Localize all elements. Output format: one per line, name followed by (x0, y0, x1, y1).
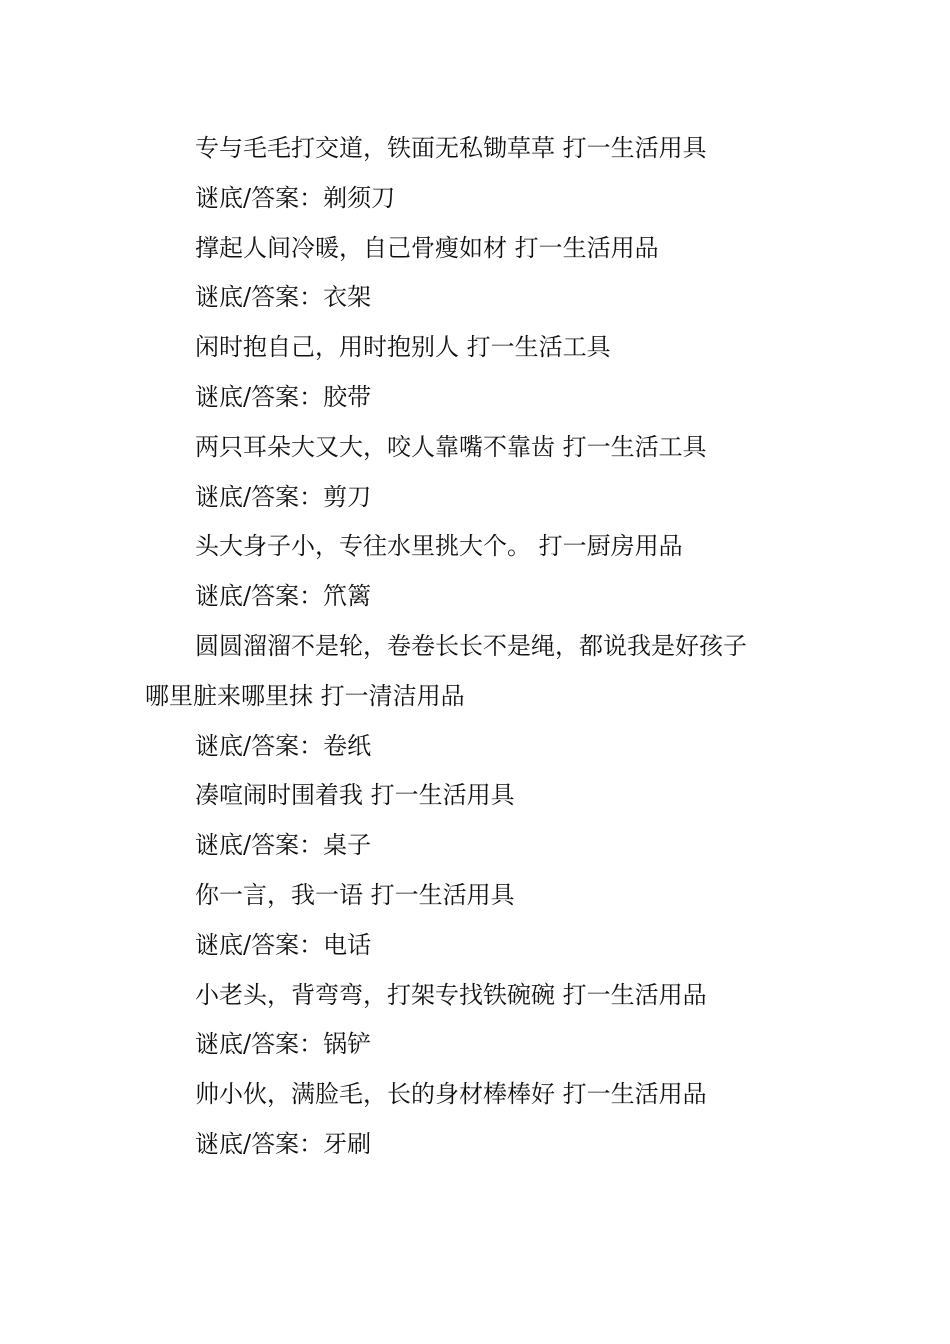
riddle-line: 两只耳朵大又大，咬人靠嘴不靠齿 打一生活工具 (195, 432, 707, 461)
riddle-line: 专与毛毛打交道，铁面无私锄草草 打一生活用具 (195, 134, 707, 162)
riddle-line: 凑喧闹时围着我 打一生活用具 (195, 781, 515, 810)
answer-line: 谜底/答案：锅铲 (195, 1030, 372, 1059)
answer-line: 谜底/答案：剃须刀 (195, 183, 396, 212)
riddle-list (145, 124, 810, 1170)
answer-line: 谜底/答案：电话 (195, 930, 372, 959)
answer-line: 谜底/答案：笊篱 (195, 582, 372, 611)
riddle-line: 闲时抱自己，用时抱别人 打一生活工具 (195, 333, 611, 362)
answer-line: 谜底/答案：衣架 (195, 283, 372, 312)
riddle-line: 头大身子小，专往水里挑大个。 打一厨房用品 (195, 532, 683, 561)
answer-line: 谜底/答案：胶带 (195, 382, 372, 411)
riddle-line: 小老头，背弯弯，打架专找铁碗碗 打一生活用品 (195, 980, 707, 1009)
riddle-line-continuation: 哪里脏来哪里抹 打一清洁用品 (145, 681, 465, 710)
answer-line: 谜底/答案：剪刀 (195, 482, 372, 511)
answer-line: 谜底/答案：牙刷 (195, 1129, 372, 1158)
riddle-line: 圆圆溜溜不是轮，卷卷长长不是绳，都说我是好孩子 (195, 631, 747, 660)
riddle-line: 撑起人间冷暖，自己骨瘦如材 打一生活用品 (195, 233, 659, 262)
answer-line: 谜底/答案：卷纸 (195, 731, 372, 760)
riddle-line: 你一言，我一语 打一生活用具 (195, 880, 515, 909)
riddle-line: 帅小伙，满脸毛，长的身材棒棒好 打一生活用品 (195, 1080, 707, 1109)
answer-line: 谜底/答案：桌子 (195, 831, 372, 860)
